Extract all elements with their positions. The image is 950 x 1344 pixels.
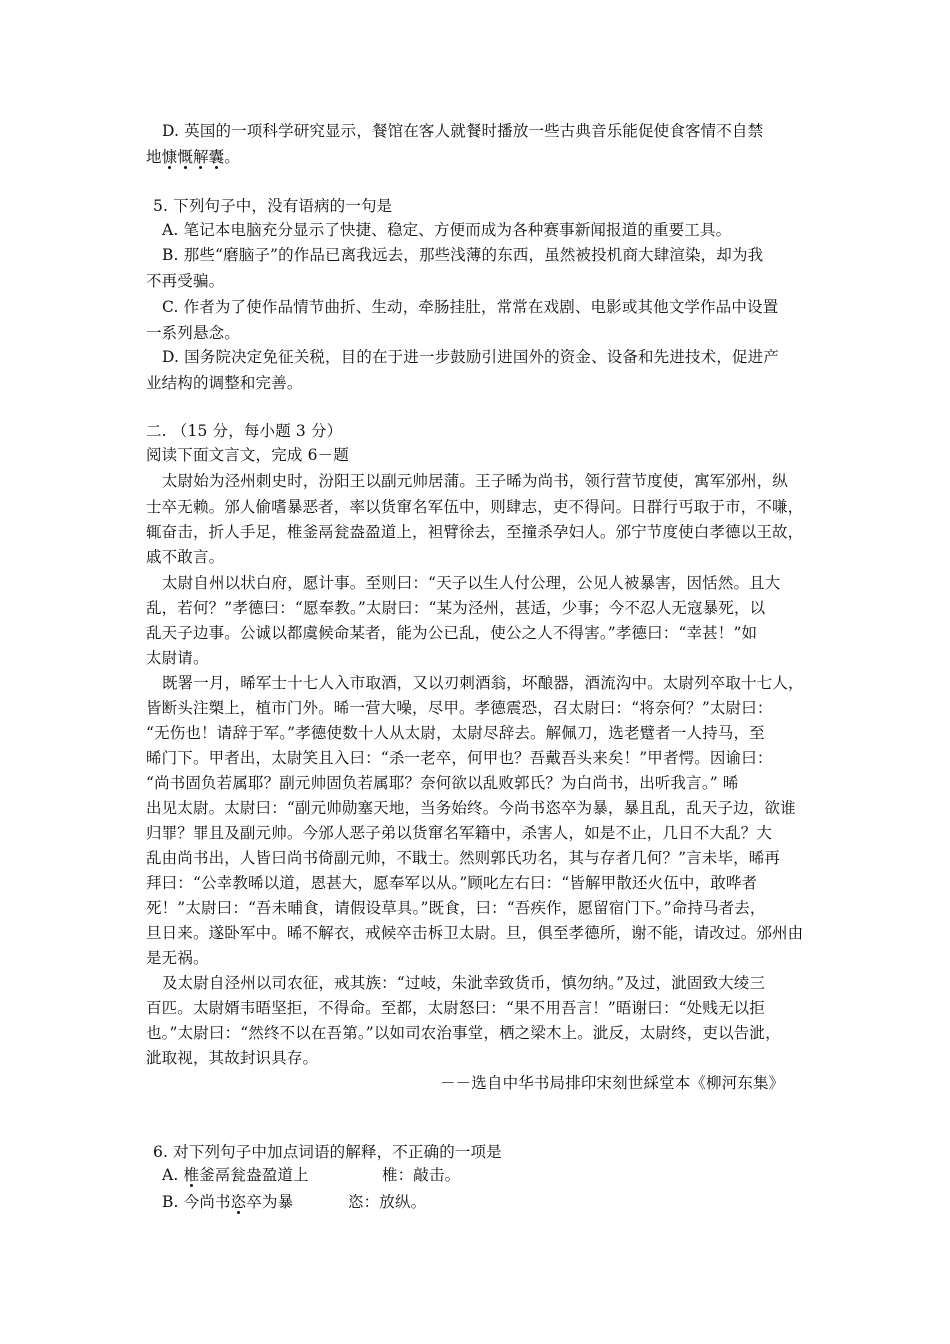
q4-option-d-line2 (146, 144, 811, 170)
passage-line: 士卒无赖。邠人偷嗜暴恶者，率以货窜名军伍中，则肆志，吏不得问。日群行丐取于市，不嗛， (146, 498, 804, 516)
section-title: 二. （15 分，每小题 3 分） (146, 422, 343, 440)
q6-stem: 6. 对下列句子中加点词语的解释，不正确的一项是 (153, 1143, 502, 1161)
passage-line: 乱，若何？”孝德曰：“愿奉教。”太尉曰：“某为泾州，甚适，少事；今不忍人无寇暴死，以 (146, 599, 766, 617)
passage-line: 太尉请。 (146, 649, 209, 667)
q5-stem: 5. 下列句子中，没有语病的一句是 (153, 197, 393, 215)
passage-line: 及太尉自泾州以司农征，戒其族：“过岐，朱泚幸致货币，慎勿纳。”及过，泚固致大绫三 (162, 974, 766, 992)
q5-option-d-line2: 业结构的调整和完善。 (146, 374, 303, 392)
emphasized-char: 椎 (183, 1166, 200, 1184)
q5-option-c-line2: 一系列悬念。 (146, 324, 240, 342)
passage-line: 出见太尉。太尉曰：“副元帅勋塞天地，当务始终。今尚书恣卒为暴，暴且乱，乱天子边，欲谁 (146, 799, 796, 817)
passage-line: 旦日来。遂卧军中。晞不解衣，戒候卒击柝卫太尉。旦，俱至孝德所，谢不能，请改过。邠州由 (146, 924, 804, 942)
passage-line: 也。”太尉曰：“然终不以在吾第。”以如司农治事堂，栖之梁木上。泚反，太尉终，吏以告泚， (146, 1024, 781, 1042)
emphasized-char: 慷 (161, 148, 178, 166)
passage-line: “无伤也！请辞于军。”孝德使数十人从太尉，太尉尽辞去。解佩刀，选老躄者一人持马，至 (146, 724, 765, 742)
q5-option-b-line2: 不再受骗。 (146, 272, 225, 290)
q6-option-b-gloss: 恣：放纵。 (348, 1193, 427, 1211)
emphasized-char: 解 (192, 148, 209, 166)
passage-line: 乱天子边事。公诚以都虞候命某者，能为公已乱，使公之人不得害。”孝德曰：“幸甚！”如 (146, 624, 758, 642)
option-text: 釜鬲瓮盎盈道上 (199, 1166, 309, 1184)
passage-line: 泚取视，其故封识具存。 (146, 1049, 319, 1067)
passage-line: 戚不敢言。 (146, 548, 225, 566)
emphasized-char: 恣 (230, 1193, 247, 1211)
q4-option-d-line1: D. 英国的一项科学研究显示，餐馆在客人就餐时播放一些古典音乐能促使食客情不自禁 (162, 122, 764, 140)
q6-option-a-gloss: 椎：敲击。 (382, 1166, 461, 1184)
option-label: B. 今尚书 (162, 1193, 231, 1211)
passage-line: 乱由尚书出，人皆曰尚书倚副元帅，不戢士。然则郭氏功名，其与存者几何？”言未毕，晞再 (146, 849, 781, 867)
passage-line: 既署一月，晞军士十七人入市取酒，又以刃刺酒翁，坏酿器，酒流沟中。太尉列卒取十七人， (162, 674, 804, 692)
passage-line: 太尉自州以状白府，愿计事。至则曰：“天子以生人付公理，公见人被暴害，因恬然。且大 (162, 574, 781, 592)
passage-line: 百匹。太尉婿韦晤坚拒，不得命。至都，太尉怒曰：“果不用吾言！”晤谢曰：“处贱无以拒 (146, 999, 765, 1017)
option-text: 卒为暴 (246, 1193, 294, 1211)
q5-option-d-line1: D. 国务院决定免征关税，目的在于进一步鼓励引进国外的资金、设备和先进技术，促进产 (162, 348, 779, 366)
emphasized-char: 慨 (177, 148, 193, 166)
section-instruction: 阅读下面文言文，完成 6－题 (146, 446, 349, 464)
passage-line: 是无祸。 (146, 949, 209, 967)
q5-option-c-line1: C. 作者为了使作品情节曲折、生动，牵肠挂肚，常常在戏剧、电影或其他文学作品中设置 (162, 298, 779, 316)
passage-line: 太尉始为泾州刺史时，汾阳王以副元帅居蒲。王子晞为尚书，领行营节度使，寓军邠州，纵 (162, 472, 789, 490)
option-label: A. (162, 1166, 184, 1184)
q5-option-a: A. 笔记本电脑充分显示了快捷、稳定、方便而成为各种赛事新闻报道的重要工具。 (162, 221, 732, 239)
q5-option-b-line1: B. 那些“磨脑子”的作品已离我远去，那些浅薄的东西，虽然被投机商大肆渲染，却为我 (162, 246, 764, 264)
passage-line: 拜曰：“公幸教晞以道，恩甚大，愿奉军以从。”顾叱左右曰：“皆解甲散还火伍中，敢哗者 (146, 874, 758, 892)
passage-line: 死！”太尉曰：“吾未晡食，请假设草具。”既食，曰：“吾疾作，愿留宿门下。”命持马者去， (146, 899, 766, 917)
passage-line: 归罪？罪且及副元帅。今邠人恶子弟以货窜名军籍中，杀害人，如是不止，几日不大乱？大 (146, 824, 773, 842)
passage-line: “尚书固负若属耶？副元帅固负若属耶？奈何欲以乱败郭氏？为白尚书，出听我言。” 晞 (146, 774, 739, 792)
passage-line: 皆断头注槊上，植市门外。晞一营大噪，尽甲。孝德震恐，召太尉曰：“将奈何？”太尉曰： (146, 699, 773, 717)
passage-line: 辄奋击，折人手足，椎釜鬲瓮盎盈道上，袒臂徐去，至撞杀孕妇人。邠宁节度使白孝德以王故， (146, 523, 804, 541)
text-fragment: 地 (146, 148, 162, 166)
emphasized-char: 囊 (208, 148, 225, 166)
text-fragment: 。 (224, 148, 240, 166)
passage-line: 晞门下。甲者出，太尉笑且入曰：“杀一老卒，何甲也？吾戴吾头来矣！”甲者愕。因谕曰： (146, 749, 773, 767)
passage-source: －－选自中华书局排印宋刻世綵堂本《柳河东集》 (440, 1074, 785, 1092)
